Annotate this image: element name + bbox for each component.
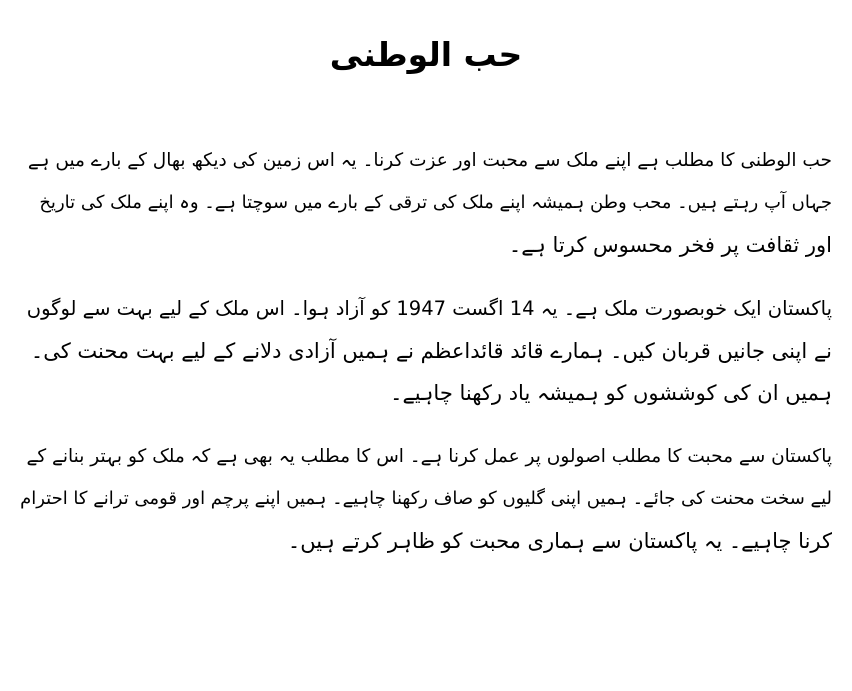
document-title: حب الوطنی: [329, 35, 523, 74]
paragraph-line: پاکستان سے محبت کا مطلب اصولوں پر عمل کرنا ہے۔ اس کا مطلب یہ بھی ہے کہ ملک کو بہتر بنانے کے: [26, 446, 832, 467]
paragraph-line: اور ثقافت پر فخر محسوس کرتا ہے۔: [508, 233, 832, 257]
paragraph-line: کرنا چاہیے۔ یہ پاکستان سے ہماری محبت کو ظاہر کرتے ہیں۔: [287, 529, 832, 553]
paragraph-1: [20, 140, 832, 266]
paragraph-line: حب الوطنی کا مطلب ہے اپنے ملک سے محبت اور عزت کرنا۔ یہ اس زمین کی دیکھ بھال کے بارے میں ہے: [27, 150, 832, 171]
paragraph-line: پاکستان ایک خوبصورت ملک ہے۔ یہ 14 اگست 1947 کو آزاد ہوا۔ اس ملک کے لیے بہت سے لوگوں: [26, 297, 832, 320]
paragraph-2: [20, 288, 832, 414]
paragraph-line: لیے سخت محنت کی جائے۔ ہمیں اپنی گلیوں کو صاف رکھنا چاہیے۔ ہمیں اپنے پرچم اور قومی ترانے کا احترام: [20, 488, 832, 509]
paragraph-line: نے اپنی جانیں قربان کیں۔ ہمارے قائد قائداعظم نے ہمیں آزادی دلانے کے لیے بہت محنت کی۔: [30, 339, 832, 363]
paragraph-line: ہمیں ان کی کوششوں کو ہمیشہ یاد رکھنا چاہیے۔: [390, 381, 832, 405]
paragraph-line: جہاں آپ رہتے ہیں۔ محب وطن ہمیشہ اپنے ملک کی ترقی کے بارے میں سوچتا ہے۔ وہ اپنے ملک کی تاریخ: [39, 192, 832, 213]
paragraph-3: [20, 436, 832, 562]
